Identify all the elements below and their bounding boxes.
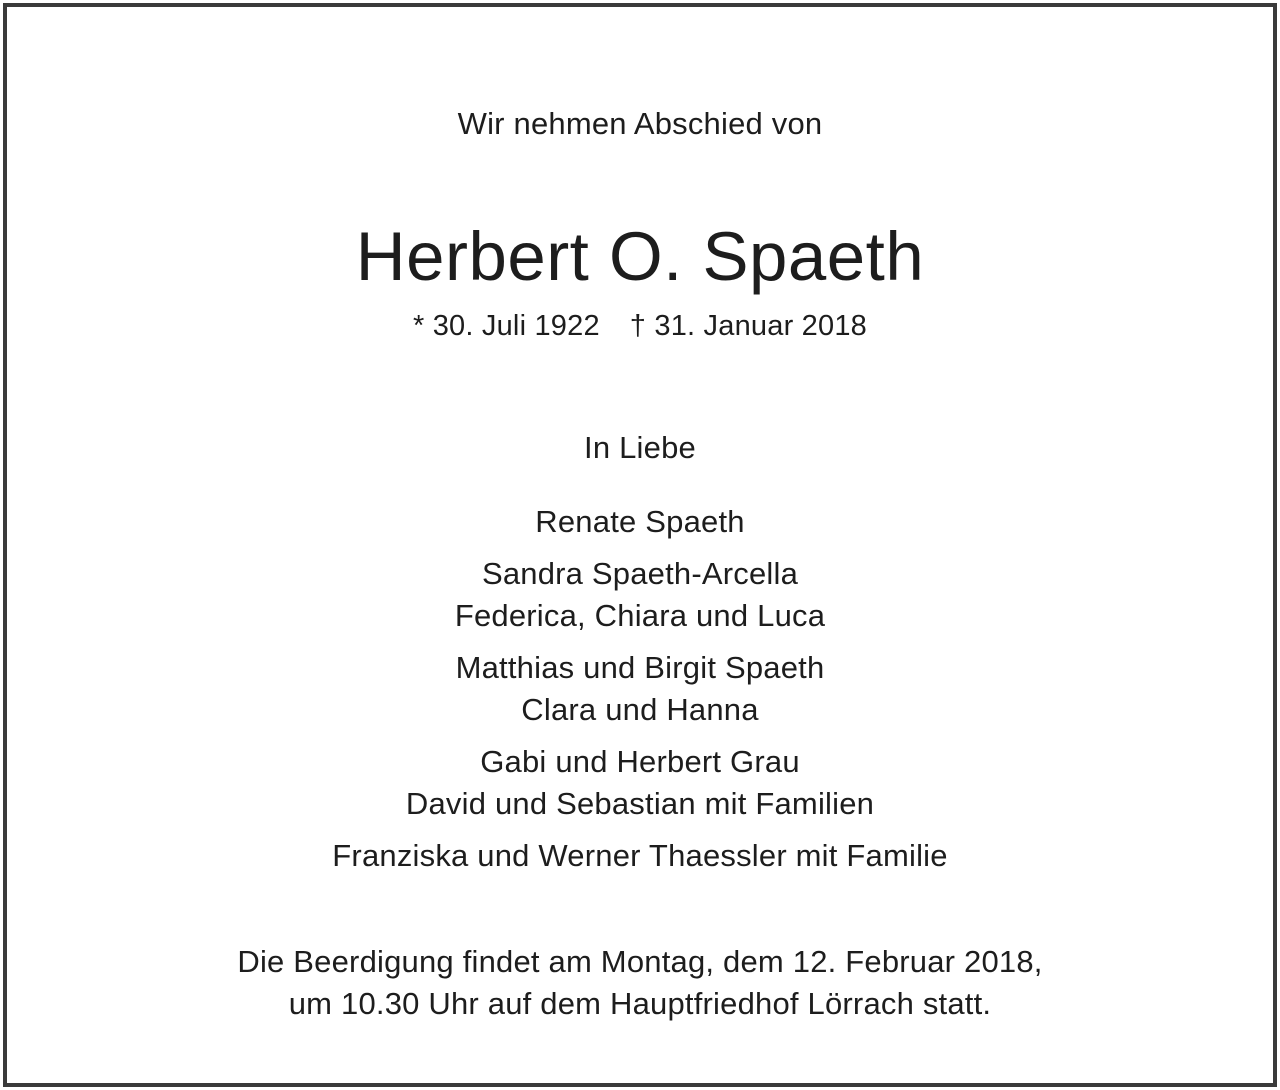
deceased-name: Herbert O. Spaeth: [355, 218, 925, 295]
obituary-notice: [3, 3, 1277, 1087]
life-dates: [7, 312, 1273, 341]
family-line: Sandra Spaeth-Arcella: [481, 556, 799, 591]
funeral-info-line: Die Beerdigung findet am Montag, dem 12. Februar 2018,: [237, 944, 1043, 979]
family-line: Matthias und Birgit Spaeth: [455, 650, 825, 685]
family-line: Franziska und Werner Thaessler mit Familie: [332, 838, 948, 873]
death-date: † 31. Januar 2018: [629, 310, 867, 342]
closing-text: In Liebe: [584, 430, 696, 465]
family-line: Clara und Hanna: [521, 692, 759, 727]
family-line: Renate Spaeth: [535, 504, 745, 539]
intro-text: Wir nehmen Abschied von: [457, 106, 823, 141]
funeral-info-line: um 10.30 Uhr auf dem Hauptfriedhof Lörrach statt.: [288, 986, 992, 1021]
family-line: David und Sebastian mit Familien: [405, 786, 875, 821]
family-line: Gabi und Herbert Grau: [480, 744, 800, 779]
family-line: Federica, Chiara und Luca: [454, 598, 826, 633]
birth-date: * 30. Juli 1922: [412, 310, 600, 342]
